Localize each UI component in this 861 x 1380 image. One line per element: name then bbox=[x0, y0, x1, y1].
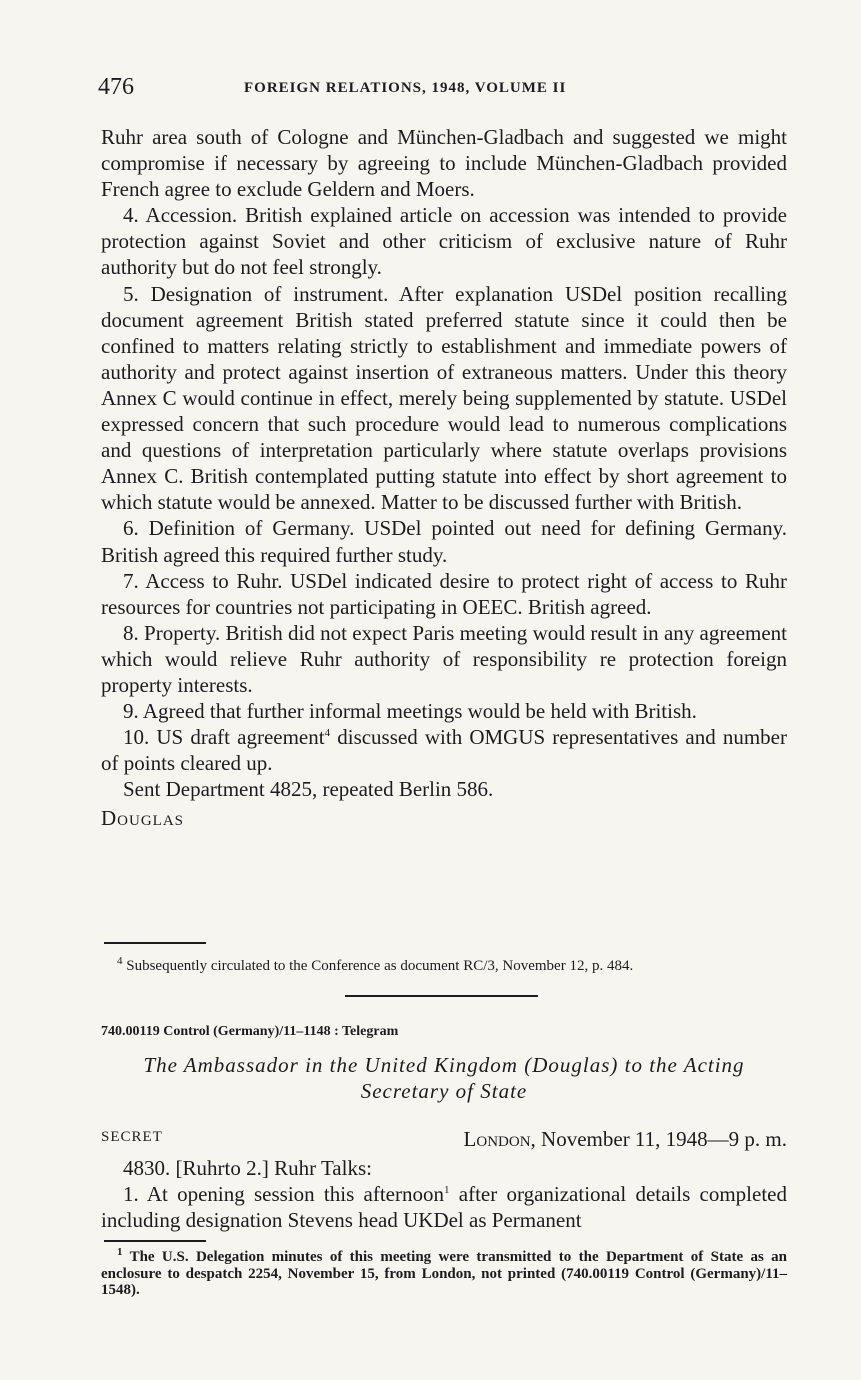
paragraph-accession: 4. Accession. British explained article on accession was intended to provide protection against Soviet and other criticism of exclusive nature of Ruhr authority but do not feel strongly. bbox=[101, 203, 787, 280]
footnote-4-text: Subsequently circulated to the Conference as document RC/3, November 12, p. 484. bbox=[122, 958, 634, 974]
footnote-1 bbox=[101, 1246, 787, 1299]
classification-line bbox=[101, 1127, 787, 1153]
footnote-ref-4: 4 bbox=[324, 727, 331, 740]
footnote-rule-bottom bbox=[104, 1240, 206, 1242]
footnote-1-marker: 1 bbox=[117, 1246, 123, 1258]
paragraph-draft-agreement bbox=[101, 724, 787, 776]
telegram-paragraph-start: 1. At opening session this afternoon bbox=[123, 1182, 444, 1206]
document-title-line1: The Ambassador in the United Kingdom (Douglas) to the Acting bbox=[143, 1053, 745, 1077]
telegram-paragraph-end: after organizational details completed including designation Stevens head UKDel as Permanent bbox=[101, 1182, 787, 1232]
dateline bbox=[464, 1127, 787, 1152]
dateline-place: London bbox=[463, 1127, 531, 1151]
paragraph-designation: 5. Designation of instrument. After explanation USDel position recalling document agreement British stated preferred statute since it could then be confined to matters relating strictly to establishment and immediate powers of authority and protect against insertion of extraneous matters. Under this theory Annex C would continue in effect, merely being supplemented by statute. USDel expressed concern that such procedure would lead to numerous complications and questions of interpretation particularly where statute overlaps provisions Annex C. British contemplated putting statute into effect by short agreement to which statute would be annexed. Matter to be discussed further with British. bbox=[101, 281, 787, 515]
dateline-date: , November 11, 1948—9 p. m. bbox=[530, 1127, 787, 1151]
footnote-ref-1: 1 bbox=[444, 1184, 450, 1196]
paragraph-definition: 6. Definition of Germany. USDel pointed out need for defining Germany. British agreed this required further study. bbox=[101, 516, 787, 567]
footnote-4 bbox=[101, 957, 787, 976]
page-header bbox=[98, 74, 788, 108]
document-title bbox=[101, 1052, 787, 1104]
file-reference: 740.00119 Control (Germany)/11–1148 : Telegram bbox=[101, 1024, 399, 1039]
paragraph-sent: Sent Department 4825, repeated Berlin 586. bbox=[123, 777, 494, 802]
paragraph-continuation: Ruhr area south of Cologne and München-Gladbach and suggested we might compromise if necessary by agreeing to include München-Gladbach provided French agree to exclude Geldern and Moers. bbox=[101, 125, 787, 202]
paragraph-meetings: 9. Agreed that further informal meetings would be held with British. bbox=[123, 699, 697, 724]
page-number: 476 bbox=[98, 74, 134, 100]
footnote-rule bbox=[104, 942, 206, 944]
paragraph-property: 8. Property. British did not expect Paris meeting would result in any agreement which would relieve Ruhr authority of responsibility re protection foreign property interests. bbox=[101, 620, 787, 697]
running-head: FOREIGN RELATIONS, 1948, VOLUME II bbox=[244, 80, 567, 96]
signature: Douglas bbox=[101, 806, 185, 831]
paragraph-access: 7. Access to Ruhr. USDel indicated desire to protect right of access to Ruhr resources for countries not participating in OEEC. British agreed. bbox=[101, 568, 787, 619]
paragraph-draft-text-end: discussed with OMGUS representatives and number of points cleared up. bbox=[101, 725, 787, 776]
footnote-1-text: The U.S. Delegation minutes of this meeting were transmitted to the Department of State as an enclosure to despatch 2254, November 15, from London, not printed (740.00119 Control (Germany)/11–1548). bbox=[101, 1249, 787, 1298]
footnote-4-marker: 4 bbox=[117, 955, 123, 967]
section-separator bbox=[345, 995, 538, 997]
classification-label: SECRET bbox=[101, 1129, 163, 1145]
paragraph-draft-text-start: 10. US draft agreement bbox=[123, 725, 325, 750]
body-text bbox=[101, 124, 787, 832]
telegram-text bbox=[101, 1155, 787, 1233]
telegram-paragraph bbox=[101, 1181, 787, 1233]
document-title-line2: Secretary of State bbox=[360, 1079, 528, 1103]
telegram-line: 4830. [Ruhrto 2.] Ruhr Talks: bbox=[123, 1156, 372, 1180]
